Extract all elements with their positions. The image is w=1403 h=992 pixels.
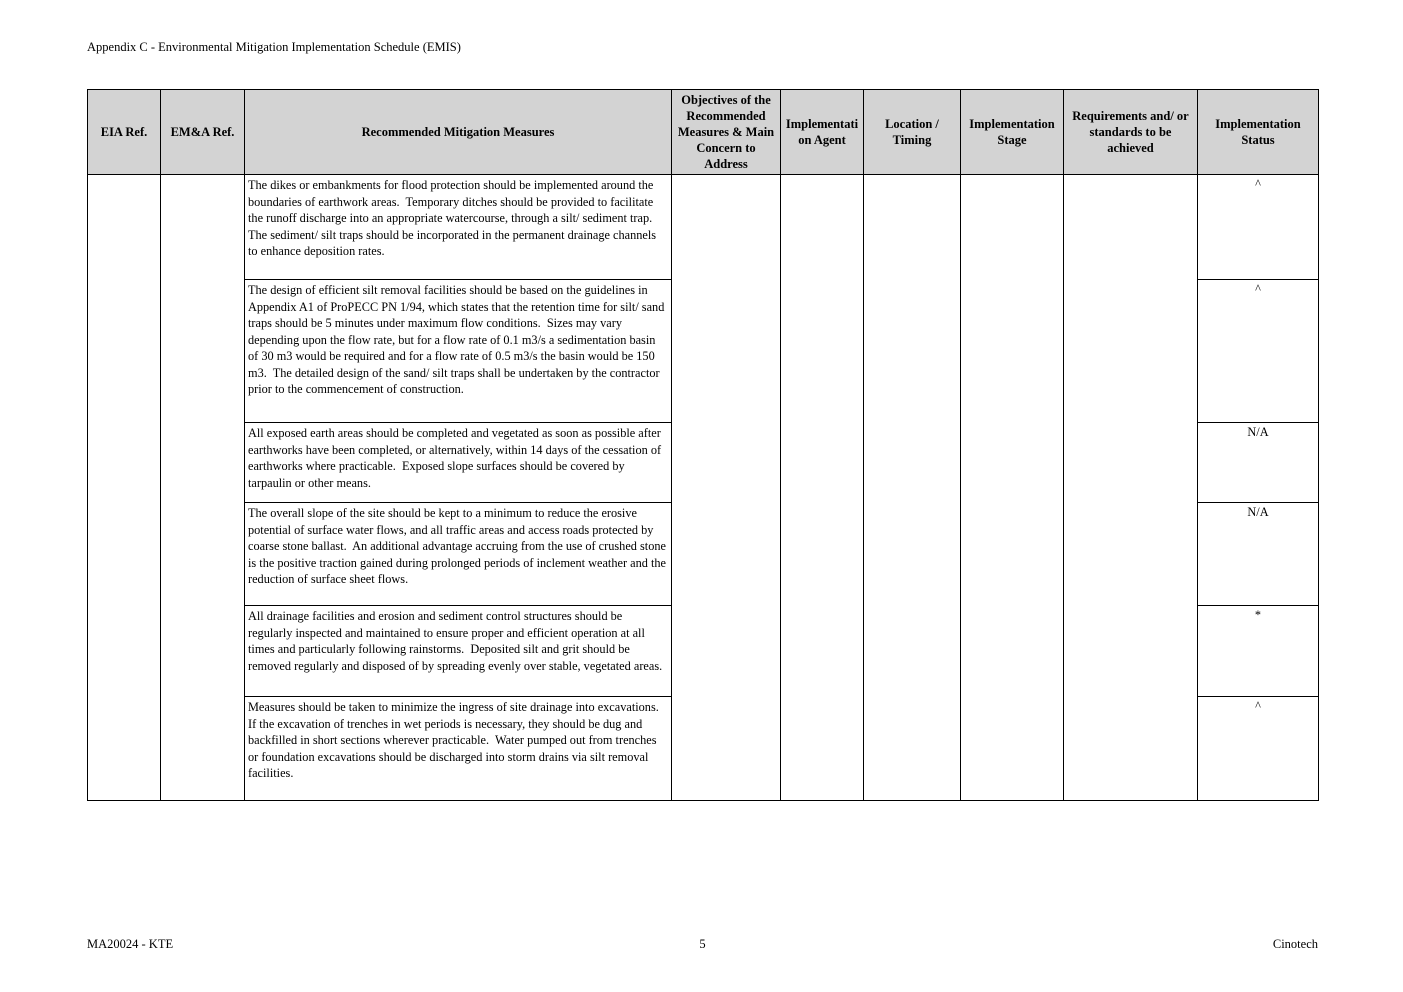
table-header-row [88,90,1319,175]
col-header-measures: Recommended Mitigation Measures [245,90,672,175]
agent-cell [781,175,864,801]
measure-cell: The dikes or embankments for flood protection should be implemented around the boundaries of earthwork areas. Temporary ditches should be provided to facilitate the runoff discharge into an appropriate watercourse, through a silt/ sediment trap. The sediment/ silt traps should be incorporated in the permanent drainage channels to enhance deposition rates. [245,175,672,280]
requirements-cell [1064,175,1198,801]
measure-cell: The overall slope of the site should be kept to a minimum to reduce the erosive potential of surface water flows, and all traffic areas and access roads protected by coarse stone ballast. An additional advantage accruing from the use of crushed stone is the positive traction gained during prolonged periods of inclement weather and the reduction of surface sheet flows. [245,503,672,606]
col-header-agent: Implementation Agent [781,90,864,175]
objectives-cell [672,175,781,801]
status-cell: ^ [1198,175,1319,280]
page-number: 5 [699,937,706,951]
footer-document-ref: MA20024 - KTE [87,937,174,951]
table-row [88,175,1319,280]
footer-company-name: Cinotech [1272,937,1318,951]
status-cell: N/A [1198,423,1319,503]
col-header-status: Implementation Status [1198,90,1319,175]
measure-cell: All exposed earth areas should be completed and vegetated as soon as possible after earthworks have been completed, or alternatively, within 14 days of the cessation of earthworks where practicable. Exposed slope surfaces should be covered by tarpaulin or other means. [245,423,672,503]
measure-cell: All drainage facilities and erosion and sediment control structures should be regularly inspected and maintained to ensure proper and efficient operation at all times and particularly following rainstorms. Deposited silt and grit should be removed regularly and disposed of by spreading evenly over stable, vegetated areas. [245,606,672,697]
status-cell: ^ [1198,697,1319,801]
col-header-objectives: Objectives of the Recommended Measures & Main Concern to Address [672,90,781,175]
status-cell: ^ [1198,280,1319,423]
col-header-eia-ref: EIA Ref. [88,90,161,175]
measure-cell: Measures should be taken to minimize the ingress of site drainage into excavations. If the excavation of trenches in wet periods is necessary, they should be dug and backfilled in short sections wherever practicable. Water pumped out from trenches or foundation excavations should be discharged into storm drains via silt removal facilities. [245,697,672,801]
col-header-ema-ref: EM&A Ref. [161,90,245,175]
eia-ref-cell [88,175,161,801]
col-header-location-timing: Location / Timing [864,90,961,175]
col-header-requirements: Requirements and/ or standards to be achieved [1064,90,1198,175]
measure-cell: The design of efficient silt removal facilities should be based on the guidelines in Appendix A1 of ProPECC PN 1/94, which states that the retention time for silt/ sand traps should be 5 minutes under maximum flow conditions. Sizes may vary depending upon the flow rate, but for a flow rate of 0.1 m3/s a sedimentation basin of 30 m3 would be required and for a flow rate of 0.5 m3/s the basin would be 150 m3. The detailed design of the sand/ silt traps shall be undertaken by the contractor prior to the commencement of construction. [245,280,672,423]
page-title: Appendix C - Environmental Mitigation Implementation Schedule (EMIS) [87,40,461,54]
page-footer [87,937,1318,953]
status-cell: N/A [1198,503,1319,606]
location-timing-cell [864,175,961,801]
ema-ref-cell [161,175,245,801]
emis-table [87,89,1319,801]
status-cell: * [1198,606,1319,697]
col-header-stage: Implementation Stage [961,90,1064,175]
stage-cell [961,175,1064,801]
